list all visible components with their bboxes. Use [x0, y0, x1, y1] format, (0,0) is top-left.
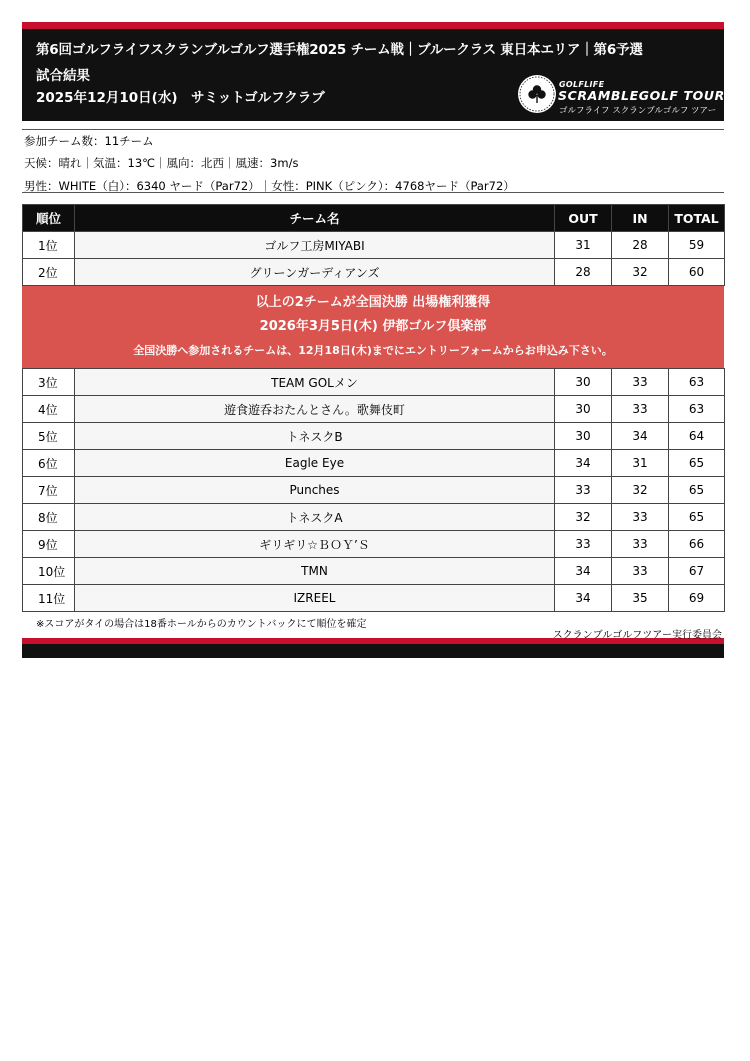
total-score-cell: 63 — [669, 396, 725, 423]
total-score-cell: 64 — [669, 423, 725, 450]
total-score-cell: 67 — [669, 558, 725, 585]
header-rank: 順位 — [23, 205, 75, 232]
rank-cell: 11位 — [23, 585, 75, 612]
rank-cell: 8位 — [23, 504, 75, 531]
team-name-cell: IZREEL — [75, 585, 555, 612]
out-score-cell: 31 — [555, 232, 612, 259]
rank-cell: 7位 — [23, 477, 75, 504]
out-score-cell: 33 — [555, 531, 612, 558]
table-row — [23, 585, 725, 612]
table-row — [23, 396, 725, 423]
table-row — [23, 477, 725, 504]
weather-info: 天候：晴れ｜気温：13℃｜風向：北西｜風速：3m/s — [24, 156, 299, 170]
team-name-cell: ギリギリ☆ＢＯＹ’Ｓ — [75, 531, 555, 558]
rank-cell: 1位 — [23, 232, 75, 259]
bottom-bar — [22, 638, 724, 658]
team-name-cell: TMN — [75, 558, 555, 585]
out-score-cell: 32 — [555, 504, 612, 531]
total-score-cell: 69 — [669, 585, 725, 612]
team-name-cell: 遊食遊呑おたんとさん。歌舞伎町 — [75, 396, 555, 423]
in-score-cell: 31 — [612, 450, 669, 477]
in-score-cell: 34 — [612, 423, 669, 450]
table-row — [23, 369, 725, 396]
logo-top-text: GOLFLIFE — [559, 80, 605, 89]
total-score-cell: 65 — [669, 477, 725, 504]
header-in: IN — [612, 205, 669, 232]
rank-cell: 10位 — [23, 558, 75, 585]
in-score-cell: 33 — [612, 531, 669, 558]
team-name-cell: TEAM GOLメン — [75, 369, 555, 396]
organizer: スクランブルゴルフツアー実行委員会 — [552, 630, 722, 641]
team-name-cell: ゴルフ工房MIYABI — [75, 232, 555, 259]
table-header-row — [23, 205, 725, 232]
header — [22, 22, 724, 121]
header-team: チーム名 — [75, 205, 555, 232]
team-name-cell: トネスクA — [75, 504, 555, 531]
date-venue: 2025年12月10日(水) サミットゴルフクラブ — [36, 90, 325, 106]
table-row — [23, 504, 725, 531]
subtitle: 試合結果 — [36, 68, 90, 84]
in-score-cell: 33 — [612, 504, 669, 531]
rank-cell: 3位 — [23, 369, 75, 396]
rank-cell: 9位 — [23, 531, 75, 558]
table-row — [23, 423, 725, 450]
logo-sub-text: ゴルフライフ スクランブルゴルフ ツアー — [559, 106, 717, 116]
team-name-cell: グリーンガーディアンズ — [75, 259, 555, 286]
header-out: OUT — [555, 205, 612, 232]
table-row — [23, 558, 725, 585]
banner-qualified-text: 以上の2チームが全国決勝 出場権利獲得 — [255, 295, 491, 310]
tournament-title: 第6回ゴルフライフスクランブルゴルフ選手権2025 チーム戦｜ブルークラス 東日本エリア｜第6予選 — [36, 42, 643, 58]
banner-final-date: 2026年3月5日(木) 伊都ゴルフ倶楽部 — [259, 319, 487, 334]
rank-cell: 4位 — [23, 396, 75, 423]
logo-main-text: SCRAMBLEGOLF TOUR — [558, 88, 725, 103]
out-score-cell: 33 — [555, 477, 612, 504]
total-score-cell: 66 — [669, 531, 725, 558]
out-score-cell: 30 — [555, 423, 612, 450]
in-score-cell: 33 — [612, 558, 669, 585]
in-score-cell: 32 — [612, 477, 669, 504]
match-info — [22, 129, 724, 193]
team-count: 参加チーム数：11チーム — [24, 134, 154, 148]
results-sheet — [22, 22, 724, 658]
total-score-cell: 65 — [669, 450, 725, 477]
team-name-cell: Eagle Eye — [75, 450, 555, 477]
total-score-cell: 59 — [669, 232, 725, 259]
table-row — [23, 450, 725, 477]
rank-cell: 2位 — [23, 259, 75, 286]
total-score-cell: 65 — [669, 504, 725, 531]
banner-entry-note: 全国決勝へ参加されるチームは、12月18日(木)までにエントリーフォームからお申込み下さい。 — [133, 344, 613, 357]
course-info: 男性：WHITE（白）：6340 ヤード（Par72）｜女性：PINK（ピンク）：4768ヤード（Par72） — [24, 179, 515, 193]
header-total: TOTAL — [669, 205, 725, 232]
results-table-continued — [22, 368, 725, 612]
in-score-cell: 32 — [612, 259, 669, 286]
table-row — [23, 259, 725, 286]
total-score-cell: 60 — [669, 259, 725, 286]
tour-logo — [518, 75, 725, 117]
table-row — [23, 232, 725, 259]
table-row — [23, 531, 725, 558]
out-score-cell: 34 — [555, 558, 612, 585]
in-score-cell: 33 — [612, 369, 669, 396]
footer — [22, 612, 724, 641]
rank-cell: 5位 — [23, 423, 75, 450]
in-score-cell: 33 — [612, 396, 669, 423]
out-score-cell: 30 — [555, 396, 612, 423]
out-score-cell: 34 — [555, 450, 612, 477]
total-score-cell: 63 — [669, 369, 725, 396]
clover-logo-icon — [518, 75, 556, 113]
out-score-cell: 34 — [555, 585, 612, 612]
qualification-banner — [22, 286, 724, 368]
tiebreak-note: ※スコアがタイの場合は18番ホールからのカウントバックにて順位を確定 — [36, 619, 367, 630]
team-name-cell: トネスクB — [75, 423, 555, 450]
team-name-cell: Punches — [75, 477, 555, 504]
out-score-cell: 30 — [555, 369, 612, 396]
in-score-cell: 28 — [612, 232, 669, 259]
in-score-cell: 35 — [612, 585, 669, 612]
rank-cell: 6位 — [23, 450, 75, 477]
results-table — [22, 204, 725, 286]
out-score-cell: 28 — [555, 259, 612, 286]
